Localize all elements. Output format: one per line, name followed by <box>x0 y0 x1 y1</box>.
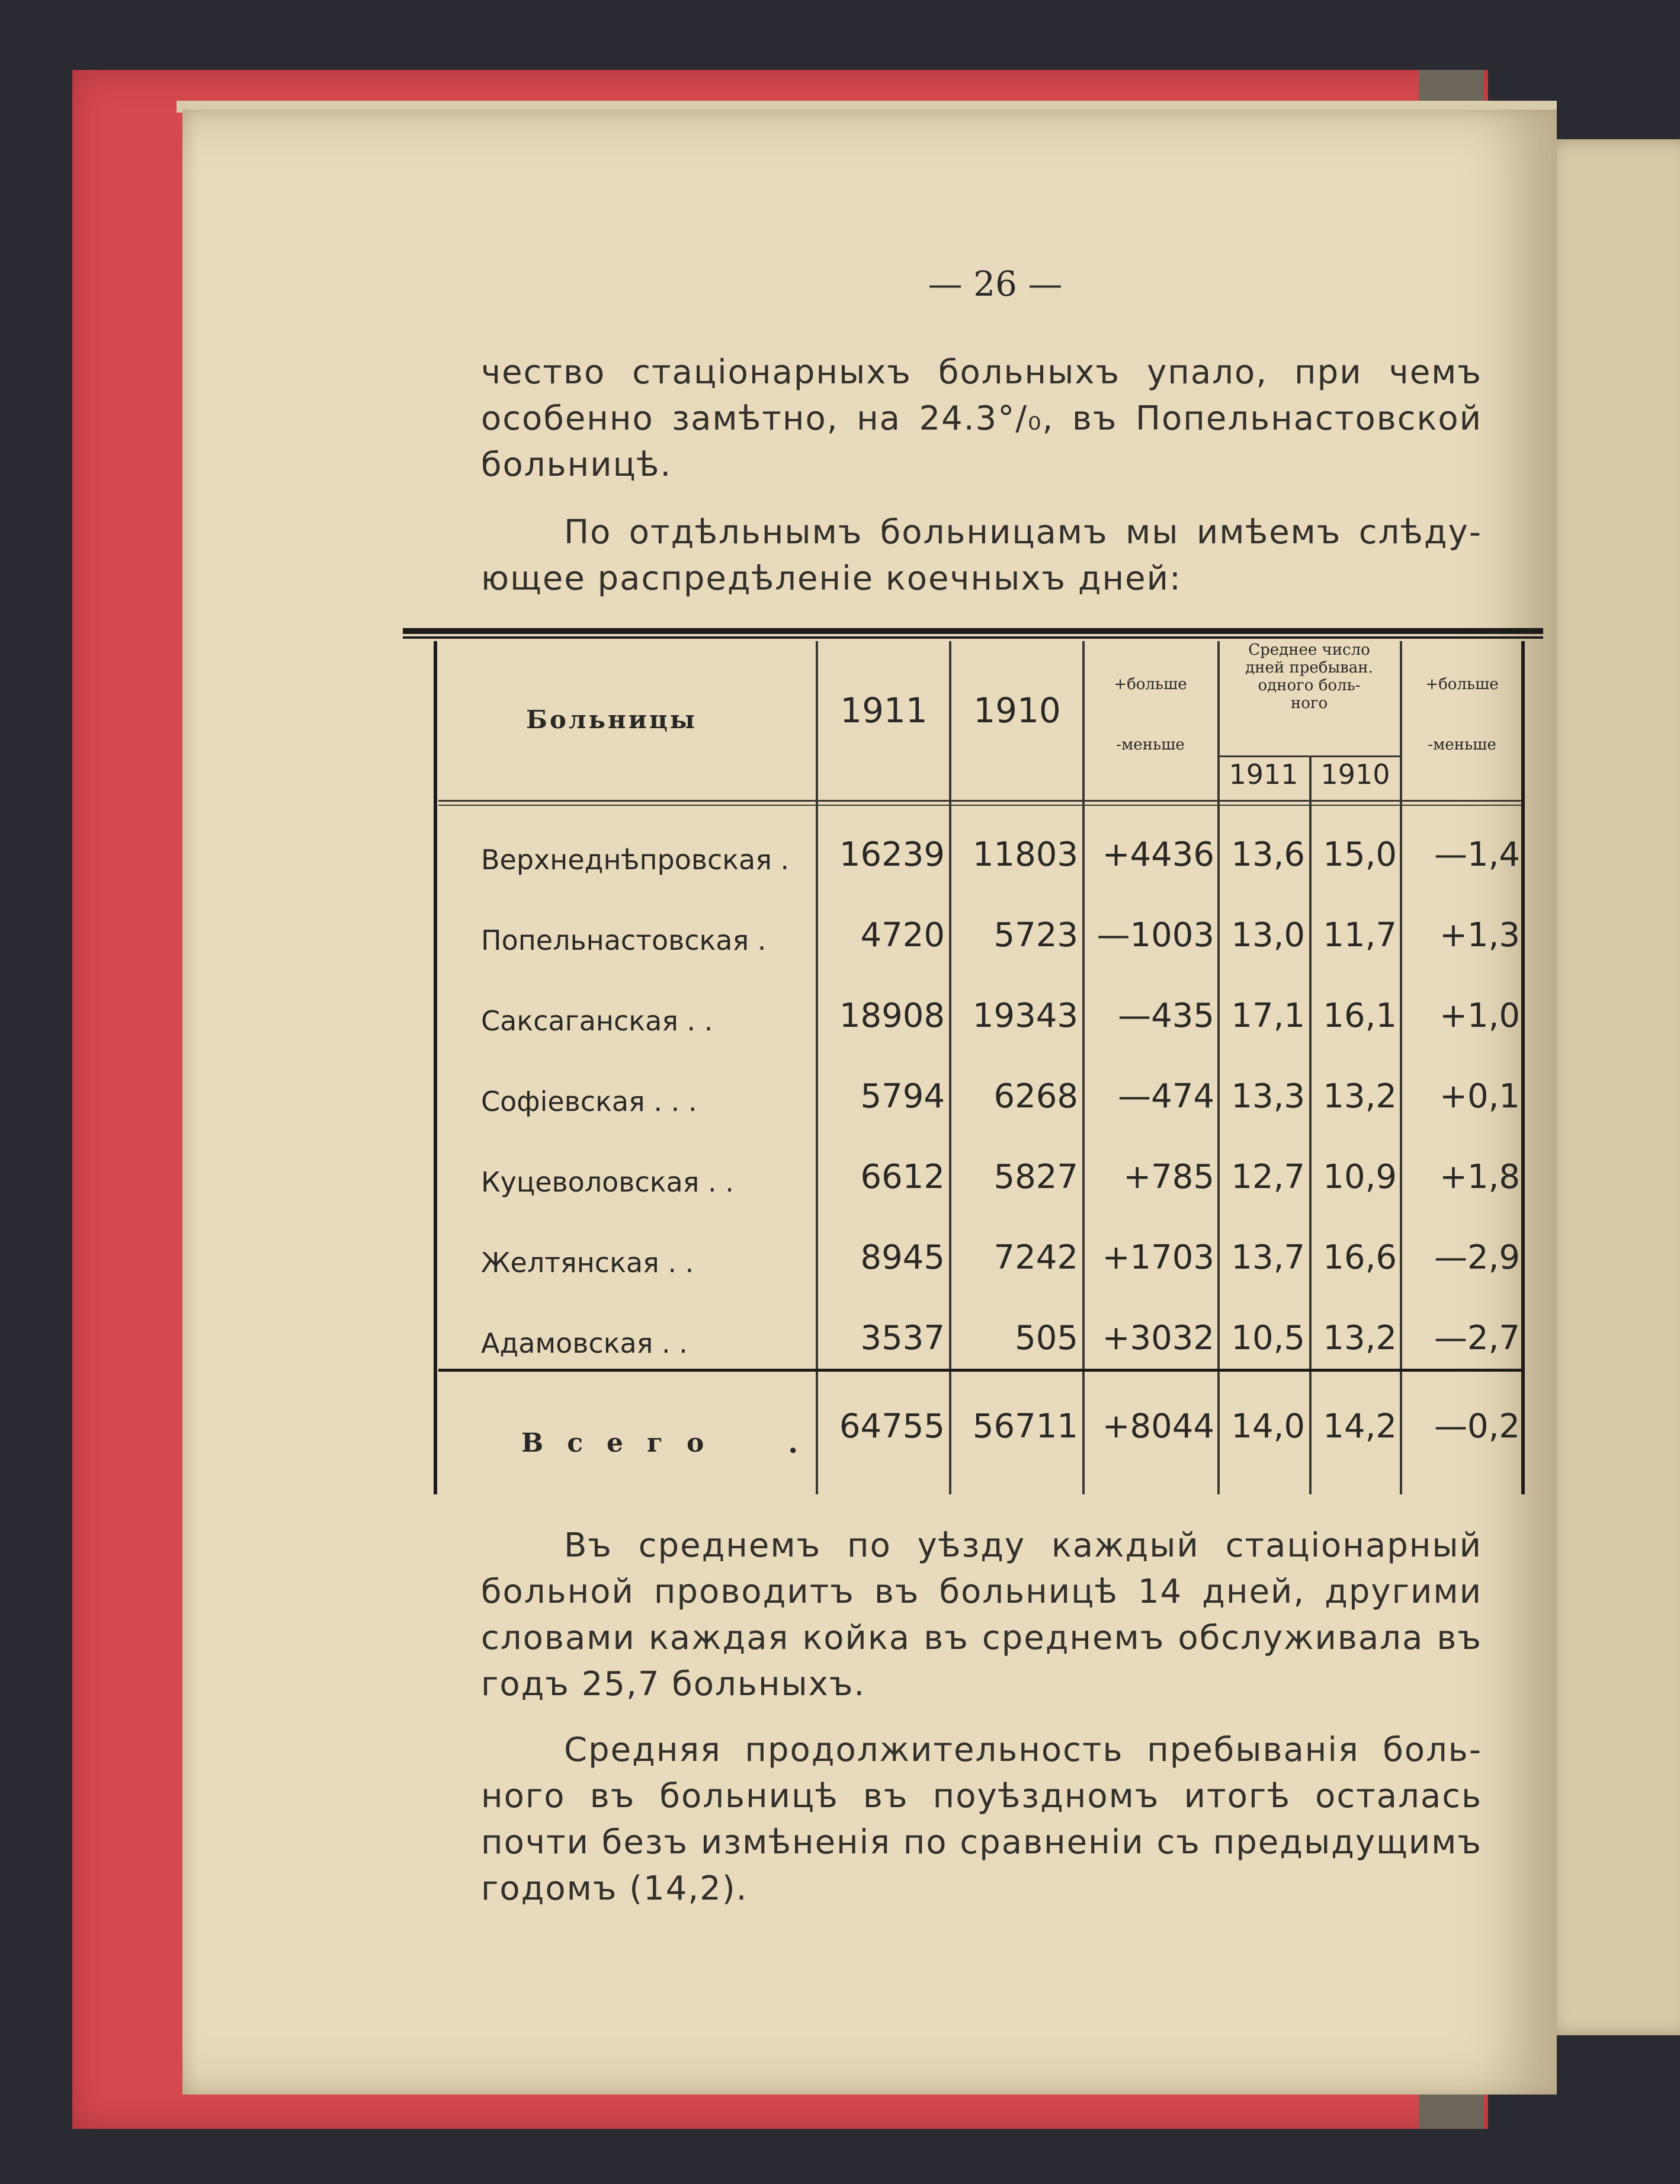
row-cell-adiff: +1,3 <box>1439 916 1520 955</box>
header-1911: 1911 <box>840 690 928 731</box>
row-cell-v1910: 5827 <box>993 1158 1078 1196</box>
header-bottom-rule <box>438 800 1521 802</box>
col-sep-1 <box>816 641 818 1494</box>
row-cell-v1911: 16239 <box>839 835 945 874</box>
total-rule <box>438 1369 1521 1372</box>
header-hospitals: Больницы <box>525 705 698 734</box>
table-left-border <box>434 641 437 1494</box>
row-cell-a1911: 13,7 <box>1231 1238 1305 1277</box>
header-avg-1910: 1910 <box>1320 758 1390 790</box>
row-cell-adiff: +0,1 <box>1439 1077 1520 1116</box>
row-cell-v1910: 11803 <box>972 835 1078 874</box>
row-cell-a1911: 17,1 <box>1231 997 1305 1035</box>
row-cell-diff: +4436 <box>1102 835 1214 874</box>
row-cell-a1911: 10,5 <box>1231 1319 1305 1357</box>
total-1911: 64755 <box>839 1407 945 1446</box>
header-diff-less: -меньше <box>1116 736 1185 754</box>
row-cell-adiff: +1,8 <box>1439 1158 1520 1196</box>
row-cell-v1911: 3537 <box>860 1319 945 1357</box>
header-avg-title-2: дней пребыван. <box>1245 659 1373 677</box>
header-avg-title-1: Среднее число <box>1248 641 1370 659</box>
col-sep-2 <box>949 641 951 1494</box>
header-avg-title-3: одного боль- <box>1258 677 1361 694</box>
row-cell-v1910: 505 <box>1015 1319 1078 1357</box>
header-1910: 1910 <box>973 690 1061 731</box>
row-cell-a1910: 16,6 <box>1323 1238 1397 1277</box>
row-cell-a1910: 15,0 <box>1323 835 1397 874</box>
row-cell-v1910: 7242 <box>993 1238 1078 1277</box>
header-avg-1911: 1911 <box>1229 758 1299 790</box>
row-cell-diff: +785 <box>1123 1158 1214 1196</box>
row-hospital-name: Попельнастовская . <box>481 924 767 956</box>
paragraph-2: По отдѣльнымъ больницамъ мы имѣемъ слѣду- ющее распредѣленіе коечныхъ дней: <box>481 513 1482 598</box>
row-cell-v1911: 4720 <box>860 916 945 955</box>
paragraph-1: чество стаціонарныхъ больныхъ упало, при чемъ особенно замѣтно, на 24.3°/₀, въ Попельнастовской больницѣ. <box>481 353 1482 484</box>
header-diff2-less: -меньше <box>1428 736 1496 754</box>
row-cell-v1910: 19343 <box>972 997 1078 1035</box>
row-cell-v1910: 6268 <box>993 1077 1078 1116</box>
table-right-border <box>1521 641 1525 1494</box>
row-cell-diff: —435 <box>1118 997 1214 1035</box>
total-avg-diff: —0,2 <box>1434 1407 1520 1446</box>
row-hospital-name: Верхнеднѣпровская . <box>481 844 790 876</box>
row-cell-diff: +1703 <box>1102 1238 1214 1277</box>
row-cell-a1910: 13,2 <box>1323 1319 1397 1357</box>
row-cell-v1911: 5794 <box>860 1077 945 1116</box>
hospital-bed-days-table <box>403 628 1543 1496</box>
paragraph-3: Въ среднемъ по уѣзду каждый стаціонарный больной проводитъ въ больницѣ 14 дней, другими словами каждая койка въ среднемъ обслуживала въ годъ 25,7 больныхъ. <box>481 1526 1482 1703</box>
row-cell-diff: —474 <box>1118 1077 1214 1116</box>
row-cell-a1910: 13,2 <box>1323 1077 1397 1116</box>
row-cell-a1910: 10,9 <box>1323 1158 1397 1196</box>
total-diff: +8044 <box>1102 1407 1214 1446</box>
paragraph-4: Средняя продолжительность пребыванія боль- ного въ больницѣ въ поуѣздномъ итогѣ осталась почти безъ измѣненія по сравненіи съ предыдущимъ годомъ (14,2). <box>481 1731 1482 1908</box>
row-cell-v1911: 18908 <box>839 997 945 1035</box>
row-cell-v1911: 6612 <box>860 1158 945 1196</box>
total-label-dot: . <box>788 1425 799 1460</box>
avg-subheader-rule <box>1217 755 1400 757</box>
row-hospital-name: Куцеволовская . . <box>481 1166 734 1198</box>
header-avg-title-4: ного <box>1290 694 1328 712</box>
row-hospital-name: Адамовская . . <box>481 1327 688 1359</box>
row-hospital-name: Софіевская . . . <box>481 1085 697 1117</box>
row-hospital-name: Саксаганская . . <box>481 1005 713 1037</box>
row-cell-adiff: —2,7 <box>1434 1319 1520 1357</box>
header-diff2-more: +больше <box>1425 675 1499 693</box>
row-cell-a1911: 13,6 <box>1231 835 1305 874</box>
row-cell-diff: +3032 <box>1102 1319 1214 1357</box>
total-1910: 56711 <box>972 1407 1078 1446</box>
row-cell-a1911: 13,3 <box>1231 1077 1305 1116</box>
header-bottom-rule-2 <box>438 805 1521 806</box>
row-cell-a1910: 11,7 <box>1323 916 1397 955</box>
page-number: — 26 — <box>928 264 1063 304</box>
col-sep-6 <box>1400 641 1402 1494</box>
row-cell-adiff: —2,9 <box>1434 1238 1520 1277</box>
row-hospital-name: Желтянская . . <box>481 1247 694 1279</box>
row-cell-a1910: 16,1 <box>1323 997 1397 1035</box>
row-cell-adiff: +1,0 <box>1439 997 1520 1035</box>
table-top-rule-thin <box>403 636 1543 639</box>
total-label: Всего <box>521 1428 728 1458</box>
facing-page-edge <box>1540 139 1680 2035</box>
row-cell-a1911: 12,7 <box>1231 1158 1305 1196</box>
row-cell-v1911: 8945 <box>860 1238 945 1277</box>
total-avg-1910: 14,2 <box>1323 1407 1397 1446</box>
col-sep-3 <box>1082 641 1085 1494</box>
row-cell-diff: —1003 <box>1097 916 1214 955</box>
table-top-rule <box>403 628 1543 634</box>
row-cell-v1910: 5723 <box>993 916 1078 955</box>
header-diff-more: +больше <box>1114 675 1187 693</box>
total-avg-1911: 14,0 <box>1231 1407 1305 1446</box>
row-cell-a1911: 13,0 <box>1231 916 1305 955</box>
row-cell-adiff: —1,4 <box>1434 835 1520 874</box>
